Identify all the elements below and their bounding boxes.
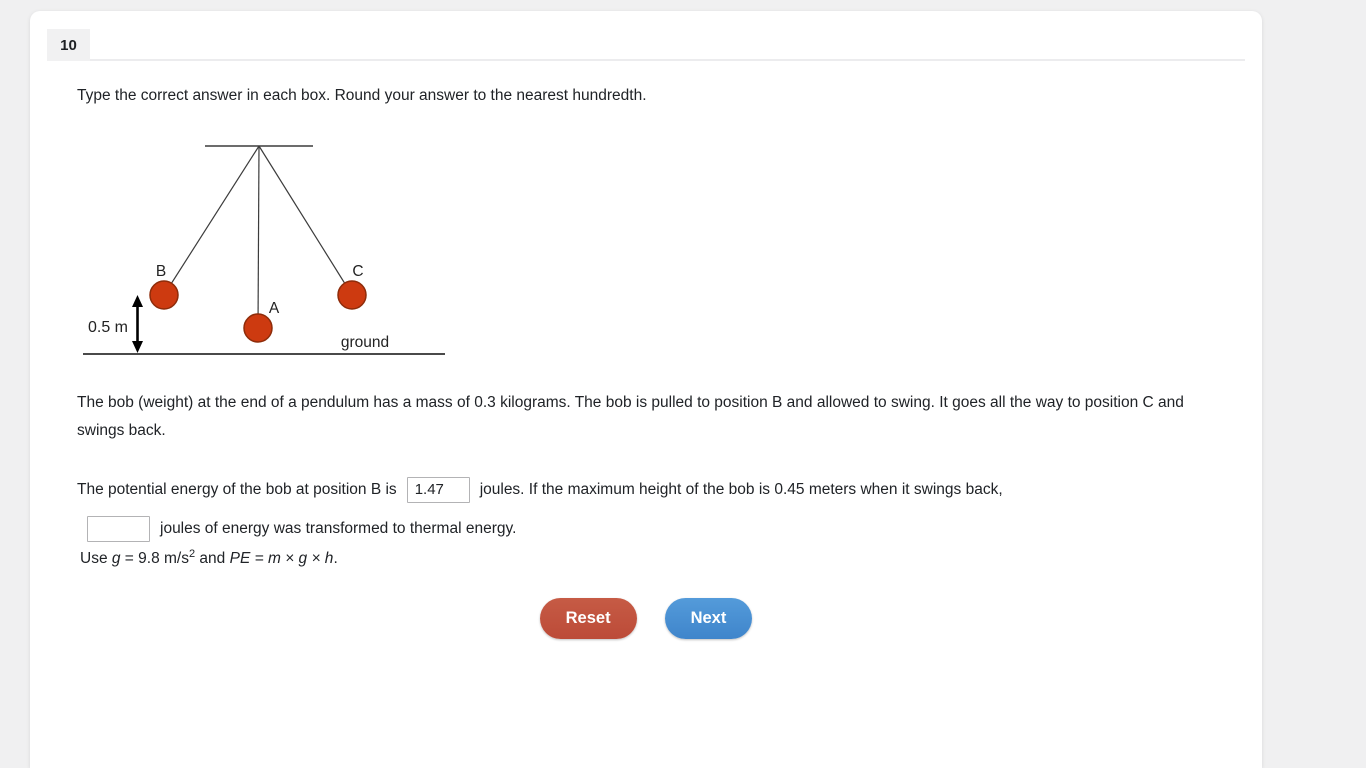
bob-a — [244, 314, 272, 342]
bob-b — [150, 281, 178, 309]
label-position-a: A — [268, 300, 280, 317]
question-number: 10 — [60, 36, 77, 54]
formula-and: and — [195, 550, 230, 568]
formula-pe-equation: PE = m × g × h — [229, 550, 334, 568]
formula-note — [80, 548, 338, 568]
formula-eq: = 9.8 m/s — [120, 550, 189, 568]
question-part2: joules. If the maximum height of the bob is 0.45 meters when it swings back, — [479, 481, 1003, 498]
buttons-row — [30, 598, 1262, 639]
problem-statement: The bob (weight) at the end of a pendulum has a mass of 0.3 kilograms. The bob is pulled to position B and allowed to swing. It goes all the way to position C and swings back. — [77, 394, 1184, 439]
answer-input-potential-energy[interactable] — [407, 477, 470, 503]
string-to-a — [258, 146, 259, 328]
label-height: 0.5 m — [87, 319, 128, 336]
bob-c — [338, 281, 366, 309]
instruction-text: Type the correct answer in each box. Round your answer to the nearest hundredth. — [77, 87, 647, 104]
label-position-c: C — [352, 263, 364, 280]
tab-divider — [47, 59, 1245, 61]
pendulum-diagram — [80, 139, 450, 361]
height-arrow-head-bottom — [132, 341, 143, 353]
height-arrow-head-top — [132, 295, 143, 307]
string-to-b — [164, 146, 259, 295]
question-part3: joules of energy was transformed to thermal energy. — [160, 520, 517, 537]
formula-g-var: g — [111, 550, 121, 568]
label-position-b: B — [155, 263, 167, 280]
answer-input-thermal-energy[interactable] — [87, 516, 150, 542]
formula-superscript: 2 — [189, 548, 196, 560]
question-number-tab[interactable] — [47, 29, 90, 61]
reset-button[interactable]: Reset — [540, 598, 637, 639]
question-card — [30, 11, 1262, 768]
formula-use: Use — [80, 550, 112, 568]
question-part1: The potential energy of the bob at position B is — [77, 481, 397, 498]
formula-period: . — [333, 550, 338, 568]
next-button[interactable]: Next — [665, 598, 753, 639]
question-text-block — [77, 470, 1197, 548]
label-ground: ground — [340, 334, 390, 351]
string-to-c — [259, 146, 352, 295]
